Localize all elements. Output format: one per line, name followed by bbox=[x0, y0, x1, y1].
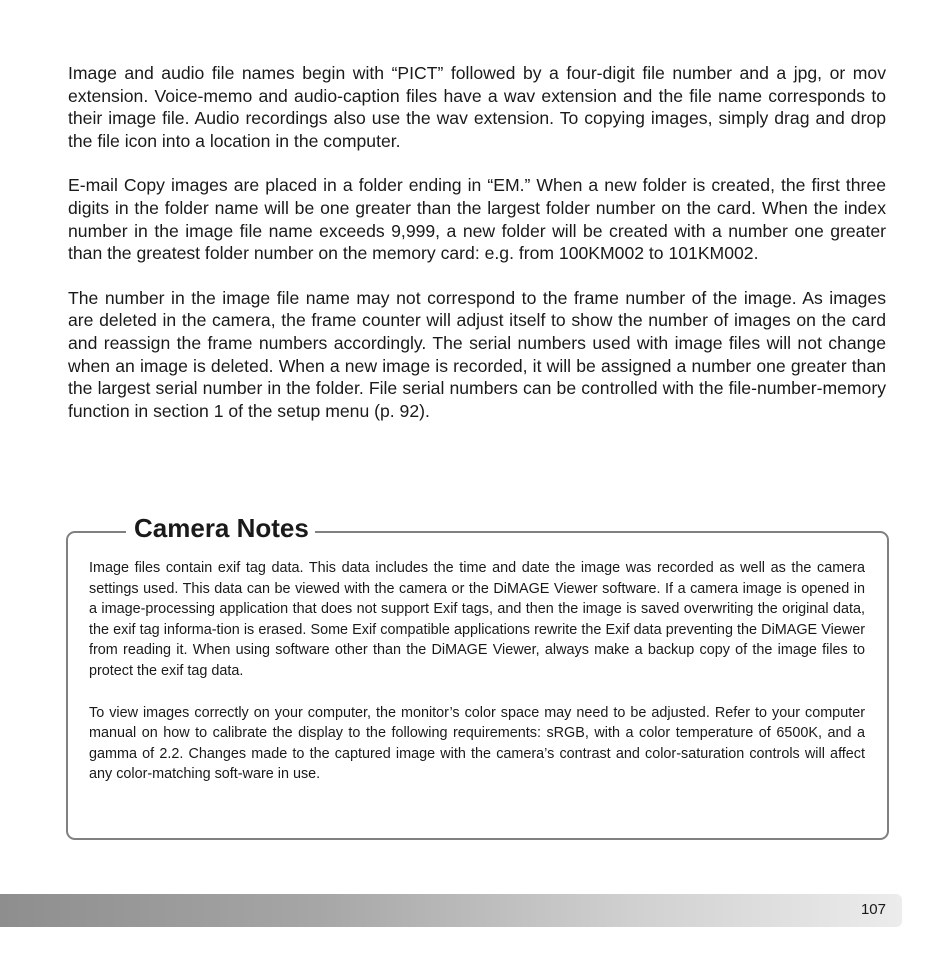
camera-notes-title: Camera Notes bbox=[126, 511, 315, 545]
body-paragraph-2: E-mail Copy images are placed in a folder ending in “EM.” When a new folder is created, the first three digits in the folder name will be one greater than the largest folder number on the card. When the index number in the image file name exceeds 9,999, a new folder will be created with a number one greater than the greatest folder number on the memory card: e.g. from 100KM002 to 101KM002. bbox=[68, 175, 886, 264]
footer-bar bbox=[0, 894, 902, 927]
page-number: 107 bbox=[860, 901, 886, 918]
camera-notes-paragraph-2: To view images correctly on your computer, the monitor’s color space may need to be adjusted. Refer to your computer manual on how to calibrate the display to the following requirements: sRGB, with a color temperature of 6500K, and a gamma of 2.2. Changes made to the captured image with the camera’s contrast and color-saturation controls will affect any color-matching soft-ware in use. bbox=[89, 704, 865, 783]
camera-notes-paragraph-1: Image files contain exif tag data. This data includes the time and date the image was recorded as well as the camera settings used. This data can be viewed with the camera or the DiMAGE Viewer software. If a camera image is opened in a image-processing application that does not support Exif tags, and then the image is saved overwriting the original data, the exif tag informa-tion is erased. Some Exif compatible applications rewrite the Exif data preventing the DiMAGE Viewer from reading it. When using software other than the DiMAGE Viewer, always make a backup copy of the image files to protect the exif tag data. bbox=[89, 560, 865, 679]
body-paragraph-3: The number in the image file name may not correspond to the frame number of the image. As images are deleted in the camera, the frame counter will adjust itself to show the number of images on the card and reassign the frame numbers accordingly. The serial numbers used with image files will not change when an image is deleted. When a new image is recorded, it will be assigned a number one greater than the largest serial number in the folder. File serial numbers can be controlled with the file-number-memory function in section 1 of the setup menu (p. 92). bbox=[68, 287, 886, 421]
camera-notes-text bbox=[89, 558, 865, 806]
body-paragraph-1: Image and audio file names begin with “PICT” followed by a four-digit file number and a jpg, or mov extension. Voice-memo and audio-caption files have a wav extension and the file name corresponds to their image file. Audio recordings also use the wav extension. To copying images, simply drag and drop the file icon into a location in the computer. bbox=[68, 63, 886, 151]
body-text bbox=[68, 62, 886, 444]
